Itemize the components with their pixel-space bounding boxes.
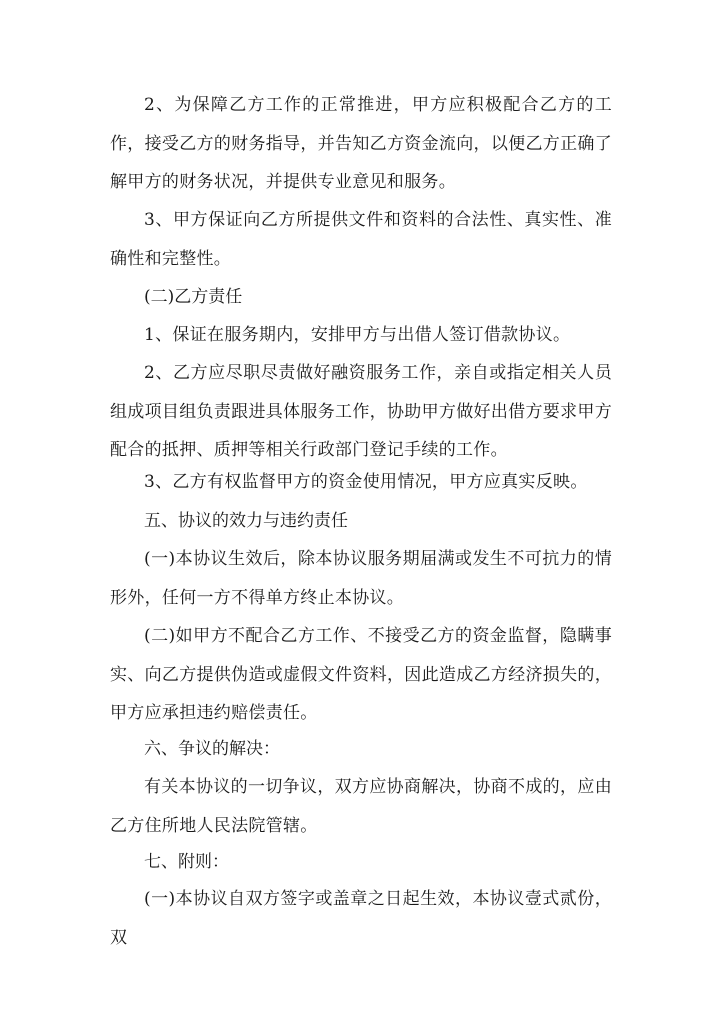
- paragraph-validity-1: (一)本协议生效后，除本协议服务期届满或发生不可抗力的情形外，任何一方不得单方终止本协议。: [110, 549, 612, 608]
- paragraph-supplementary-1: (一)本协议自双方签字或盖章之日起生效，本协议壹式贰份，双: [110, 889, 612, 948]
- paragraph-dispute-resolution: 有关本协议的一切争议，双方应协商解决，协商不成的，应由乙方住所地人民法院管辖。: [110, 777, 612, 836]
- section-heading-dispute-resolution: 六、争议的解决：: [144, 739, 280, 759]
- section-heading-validity-liability: 五、协议的效力与违约责任: [144, 511, 348, 531]
- paragraph-validity-2: (二)如甲方不配合乙方工作、不接受乙方的资金监督，隐瞒事实、向乙方提供伪造或虚假文件资料，因此造成乙方经济损失的，甲方应承担违约赔偿责任。: [110, 626, 612, 723]
- section-heading-party-b-duties: (二)乙方责任: [144, 287, 243, 307]
- paragraph-party-a-cooperation: 2、为保障乙方工作的正常推进，甲方应积极配合乙方的工作，接受乙方的财务指导，并告知乙方资金流向，以便乙方正确了解甲方的财务状况，并提供专业意见和服务。: [110, 95, 612, 192]
- paragraph-party-b-duty-3: 3、乙方有权监督甲方的资金使用情况，甲方应真实反映。: [144, 472, 588, 492]
- paragraph-party-a-guarantee: 3、甲方保证向乙方所提供文件和资料的合法性、真实性、准确性和完整性。: [110, 210, 612, 269]
- paragraph-party-b-duty-2: 2、乙方应尽职尽责做好融资服务工作，亲自或指定相关人员组成项目组负责跟进具体服务工作，协助甲方做好出借方要求甲方配合的抵押、质押等相关行政部门登记手续的工作。: [110, 363, 612, 460]
- section-heading-supplementary: 七、附则：: [144, 852, 229, 872]
- paragraph-party-b-duty-1: 1、保证在服务期内，安排甲方与出借人签订借款协议。: [144, 325, 571, 345]
